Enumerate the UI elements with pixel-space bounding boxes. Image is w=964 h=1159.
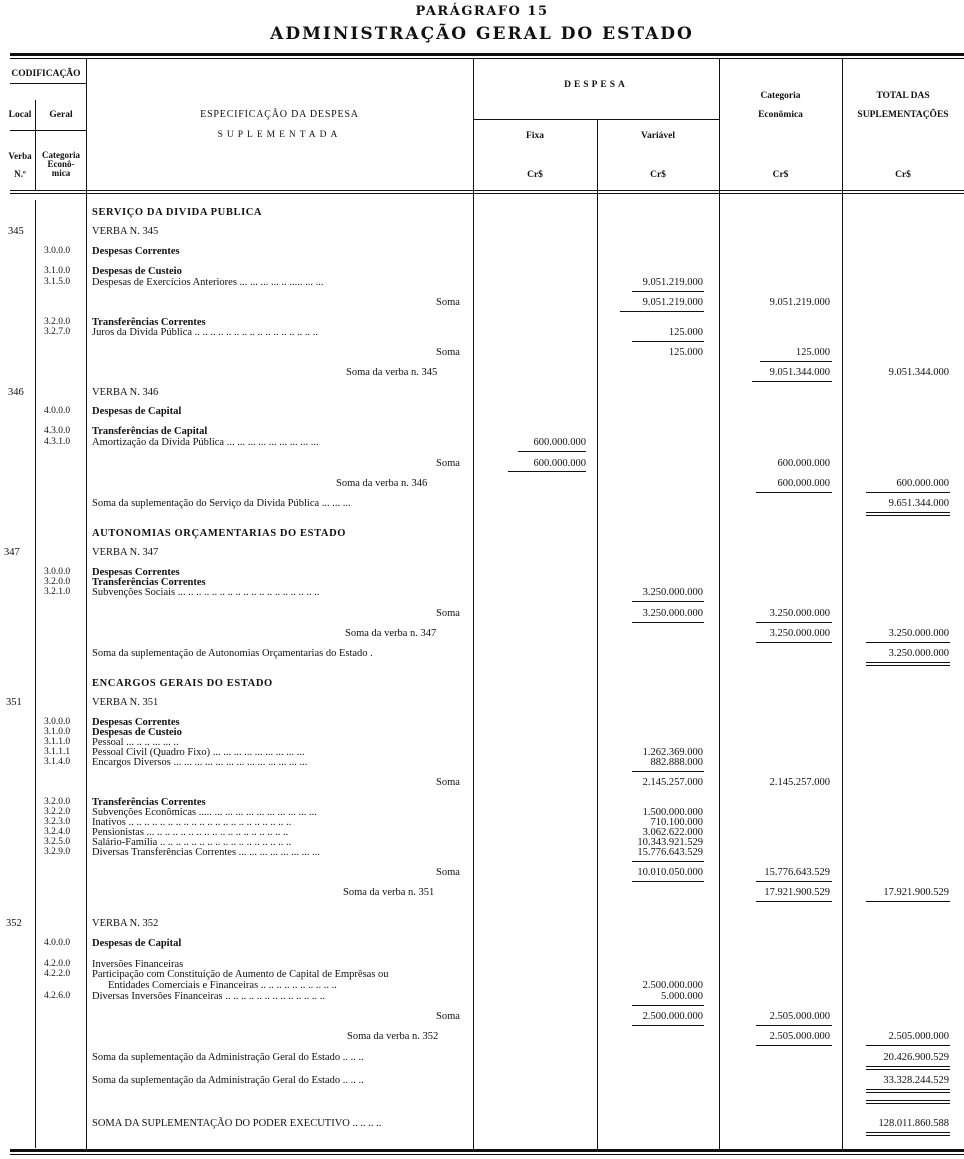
sum-rule bbox=[632, 1005, 704, 1006]
code: 3.0.0.0 bbox=[44, 567, 71, 577]
paragraph-heading: PARÁGRAFO 15 bbox=[415, 4, 549, 19]
value-categoria: 3.250.000.000 bbox=[769, 628, 830, 639]
currency-categoria: Cr$ bbox=[772, 170, 789, 180]
sum-rule bbox=[632, 771, 704, 772]
verba-number: 351 bbox=[6, 697, 22, 708]
sum-rule bbox=[756, 622, 832, 623]
group-label: Transferências Correntes bbox=[92, 577, 206, 588]
cat-line-1: Categoria bbox=[42, 150, 80, 160]
item-label: Pensionistas ... .. .. .. .. .. .. .. .. .. .. .. .. .. .. .. .. .. bbox=[92, 827, 289, 838]
double-rule bbox=[866, 1066, 950, 1070]
group-label: Despesas Correntes bbox=[92, 717, 180, 728]
section-sum-label: Soma da suplementação da Administração Geral do Estado .. .. .. bbox=[92, 1075, 364, 1086]
value-variavel: 710.100.000 bbox=[650, 817, 703, 828]
code: 3.1.0.0 bbox=[44, 727, 71, 737]
value-variavel: 5.000.000 bbox=[661, 991, 703, 1002]
code: 4.2.0.0 bbox=[44, 959, 71, 969]
value-categoria: 2.505.000.000 bbox=[769, 1031, 830, 1042]
value-fixa: 600.000.000 bbox=[533, 437, 586, 448]
section-sum-label: Soma da suplementação de Autonomias Orçamentarias do Estado . bbox=[92, 648, 373, 659]
sum-rule bbox=[632, 881, 704, 882]
value-categoria: 2.145.257.000 bbox=[769, 777, 830, 788]
code: 3.0.0.0 bbox=[44, 246, 71, 256]
code: 3.1.5.0 bbox=[44, 277, 71, 287]
verba-sum-label: Soma da verba n. 352 bbox=[347, 1031, 439, 1042]
section-title-divida: SERVIÇO DA DIVIDA PUBLICA bbox=[92, 207, 263, 218]
code: 3.1.4.0 bbox=[44, 757, 71, 767]
code: 3.2.1.0 bbox=[44, 587, 71, 597]
code: 3.1.1.1 bbox=[44, 747, 71, 757]
value-variavel: 3.250.000.000 bbox=[642, 608, 703, 619]
verba-heading: VERBA N. 347 bbox=[92, 547, 159, 558]
col-header-total: TOTAL DAS bbox=[876, 91, 930, 101]
double-rule bbox=[866, 512, 950, 516]
verba-heading: VERBA N. 351 bbox=[92, 697, 159, 708]
section-sum-label: Soma da suplementação do Serviço da Divida Pública ... ... ... bbox=[92, 498, 351, 509]
sum-rule bbox=[632, 291, 704, 292]
sum-rule bbox=[756, 1045, 832, 1046]
col-line-categoria bbox=[842, 59, 843, 1149]
code: 3.1.1.0 bbox=[44, 737, 71, 747]
currency-total: Cr$ bbox=[895, 170, 911, 180]
code: 4.0.0.0 bbox=[44, 938, 71, 948]
col-header-local: Local bbox=[8, 110, 32, 120]
col-line-geral bbox=[86, 59, 87, 1149]
value-variavel: 3.250.000.000 bbox=[642, 587, 703, 598]
value-variavel: 3.062.622.000 bbox=[642, 827, 703, 838]
value-variavel: 125.000 bbox=[668, 327, 703, 338]
bottom-rule bbox=[10, 1149, 964, 1152]
value-variavel: 9.051.219.000 bbox=[642, 297, 703, 308]
sum-rule bbox=[866, 901, 950, 902]
code: 3.2.0.0 bbox=[44, 577, 71, 587]
value-categoria: 9.051.219.000 bbox=[769, 297, 830, 308]
grand-total-label: SOMA DA SUPLEMENTAÇÃO DO PODER EXECUTIVO .. .. .. .. bbox=[92, 1118, 382, 1129]
value-variavel: 10.343.921.529 bbox=[637, 837, 703, 848]
value-total: 9.651.344.000 bbox=[888, 498, 949, 509]
sum-rule bbox=[756, 901, 832, 902]
sum-rule bbox=[632, 622, 704, 623]
code: 3.2.0.0 bbox=[44, 797, 71, 807]
col-header-suplementacoes: SUPLEMENTAÇÕES bbox=[857, 110, 949, 120]
sum-rule bbox=[756, 492, 832, 493]
cat-line-3: mica bbox=[51, 168, 71, 178]
verba-sum-label: Soma da verba n. 346 bbox=[336, 478, 428, 489]
value-categoria: 15.776.643.529 bbox=[764, 867, 830, 878]
col-header-categoria-economica bbox=[36, 151, 86, 178]
code: 4.2.2.0 bbox=[44, 969, 71, 979]
sum-rule bbox=[508, 471, 586, 472]
value-total: 3.250.000.000 bbox=[888, 628, 949, 639]
code: 3.2.9.0 bbox=[44, 847, 71, 857]
code: 3.2.4.0 bbox=[44, 827, 71, 837]
verba-number: 347 bbox=[4, 547, 20, 558]
sum-rule bbox=[756, 881, 832, 882]
verba-number: 352 bbox=[6, 918, 22, 929]
value-categoria: 9.051.344.000 bbox=[769, 367, 830, 378]
double-rule bbox=[866, 1132, 950, 1136]
code: 3.2.2.0 bbox=[44, 807, 71, 817]
value-categoria: 600.000.000 bbox=[777, 478, 830, 489]
value-variavel: 125.000 bbox=[668, 347, 703, 358]
sum-rule bbox=[632, 1025, 704, 1026]
header-bottom-line bbox=[10, 190, 964, 191]
col-header-geral: Geral bbox=[49, 110, 73, 120]
col-header-variavel: Variável bbox=[641, 131, 675, 141]
geral-underline bbox=[10, 130, 86, 131]
code: 3.0.0.0 bbox=[44, 717, 71, 727]
group-label: Despesas de Custeio bbox=[92, 266, 182, 277]
group-label: Transferências Correntes bbox=[92, 797, 206, 808]
section-title-autonomias: AUTONOMIAS ORÇAMENTARIAS DO ESTADO bbox=[92, 528, 347, 539]
group-label: Despesas de Custeio bbox=[92, 727, 182, 738]
verba-label: Verba bbox=[8, 151, 32, 161]
item-label: Inativos .. .. .. .. .. .. .. .. .. .. .. .. .. .. .. .. .. .. .. .. .. bbox=[92, 817, 292, 828]
item-label: Pessoal ... .. .. ... ... .. bbox=[92, 737, 179, 748]
value-total: 9.051.344.000 bbox=[888, 367, 949, 378]
value-total: 3.250.000.000 bbox=[888, 648, 949, 659]
value-variavel: 1.500.000.000 bbox=[642, 807, 703, 818]
sum-rule bbox=[866, 492, 950, 493]
code: 3.1.0.0 bbox=[44, 266, 71, 276]
value-total: 600.000.000 bbox=[896, 478, 949, 489]
verba-sum-label: Soma da verba n. 345 bbox=[346, 367, 438, 378]
verba-sum-label: Soma da verba n. 351 bbox=[343, 887, 435, 898]
sum-rule bbox=[752, 381, 832, 382]
value-total: 2.505.000.000 bbox=[888, 1031, 949, 1042]
item-label: Despesas de Exercícios Anteriores ... ... ... ... .. ..... ... ... bbox=[92, 277, 324, 288]
item-label: Amortização da Dívida Pública ... ... ... ... ... ... ... ... ... bbox=[92, 437, 319, 448]
value-variavel: 1.262.369.000 bbox=[642, 747, 703, 758]
item-label: Subvenções Econômicas ..... ... ... ... ... ... ... ... ... ... ... bbox=[92, 807, 317, 818]
soma-label: Soma bbox=[436, 347, 460, 358]
grand-total-value: 128.011.860.588 bbox=[878, 1118, 949, 1129]
sum-rule bbox=[632, 341, 704, 342]
value-variavel: 2.500.000.000 bbox=[642, 1011, 703, 1022]
despesa-underline bbox=[473, 119, 719, 120]
verba-number-label: N.º bbox=[14, 169, 26, 179]
sum-rule bbox=[760, 361, 832, 362]
col-line-fixa bbox=[597, 120, 598, 1149]
col-header-economica: Econômica bbox=[758, 110, 803, 120]
soma-label: Soma bbox=[436, 608, 460, 619]
item-label: Diversas Transferências Correntes ... ... ... ... ... ... ... ... bbox=[92, 847, 321, 858]
verba-heading: VERBA N. 352 bbox=[92, 918, 159, 929]
value-total: 20.426.900.529 bbox=[883, 1052, 949, 1063]
sum-rule bbox=[518, 451, 586, 452]
code: 4.3.1.0 bbox=[44, 437, 71, 447]
sum-rule bbox=[632, 601, 704, 602]
item-label: Juros da Divida Pública .. .. .. .. .. .. .. .. .. .. .. .. .. .. .. .. bbox=[92, 327, 319, 338]
value-total: 33.328.244.529 bbox=[883, 1075, 949, 1086]
section-title-encargos: ENCARGOS GERAIS DO ESTADO bbox=[92, 678, 273, 689]
soma-label: Soma bbox=[436, 867, 460, 878]
value-categoria: 17.921.900.529 bbox=[764, 887, 830, 898]
col-header-codificacao: CODIFICAÇÃO bbox=[11, 69, 81, 79]
col-line-espec bbox=[473, 59, 474, 1149]
sum-rule bbox=[756, 1025, 832, 1026]
value-variavel: 2.145.257.000 bbox=[642, 777, 703, 788]
col-header-despesa: DESPESA bbox=[564, 80, 628, 90]
col-header-fixa: Fixa bbox=[526, 131, 544, 141]
double-rule bbox=[866, 662, 950, 666]
code: 3.2.5.0 bbox=[44, 837, 71, 847]
col-header-suplementada: SUPLEMENTADA bbox=[217, 130, 342, 140]
double-rule bbox=[866, 1100, 950, 1104]
group-label: Transferências Correntes bbox=[92, 317, 206, 328]
group-label: Despesas de Capital bbox=[92, 938, 182, 949]
bottom-rule-thin bbox=[10, 1154, 964, 1155]
codif-underline bbox=[10, 83, 86, 84]
page-title: ADMINISTRAÇÃO GERAL DO ESTADO bbox=[270, 24, 694, 44]
sum-rule bbox=[756, 642, 832, 643]
col-header-verba bbox=[4, 151, 36, 179]
sum-rule bbox=[866, 642, 950, 643]
value-categoria: 600.000.000 bbox=[777, 458, 830, 469]
item-label: Participação com Constituição de Aumento de Capital de Emprêsas ou bbox=[92, 969, 389, 980]
sum-rule bbox=[866, 1045, 950, 1046]
value-categoria: 3.250.000.000 bbox=[769, 608, 830, 619]
group-label: Transferências de Capital bbox=[92, 426, 208, 437]
soma-label: Soma bbox=[436, 777, 460, 788]
col-line-variavel bbox=[719, 59, 720, 1149]
value-categoria: 125.000 bbox=[795, 347, 830, 358]
code: 3.2.3.0 bbox=[44, 817, 71, 827]
verba-number: 345 bbox=[8, 226, 24, 237]
item-label: Entidades Comerciais e Financeiras .. .. .. .. .. .. .. .. .. .. bbox=[108, 980, 337, 991]
item-label: Subvenções Sociais ... .. .. .. .. .. .. .. .. .. .. .. .. .. .. .. .. .. bbox=[92, 587, 320, 598]
soma-label: Soma bbox=[436, 458, 460, 469]
value-variavel: 882.888.000 bbox=[650, 757, 703, 768]
code: 4.0.0.0 bbox=[44, 406, 71, 416]
code: 3.2.0.0 bbox=[44, 317, 71, 327]
item-label: Diversas Inversões Financeiras .. .. .. .. .. .. .. .. .. .. .. .. .. bbox=[92, 991, 325, 1002]
value-variavel: 9.051.219.000 bbox=[642, 277, 703, 288]
top-rule-thin bbox=[10, 58, 964, 59]
group-label: Despesas de Capital bbox=[92, 406, 182, 417]
code: 3.2.7.0 bbox=[44, 327, 71, 337]
value-variavel: 15.776.643.529 bbox=[637, 847, 703, 858]
soma-label: Soma bbox=[436, 297, 460, 308]
double-rule bbox=[866, 1089, 950, 1093]
soma-label: Soma bbox=[436, 1011, 460, 1022]
verba-sum-label: Soma da verba n. 347 bbox=[345, 628, 437, 639]
group-label: Despesas Correntes bbox=[92, 567, 180, 578]
item-label: Encargos Diversos ... ... ... ... ... ... ... ... ... ... ... ... ... bbox=[92, 757, 308, 768]
item-label: Salário-Família .. .. .. .. .. .. .. .. .. .. .. .. .. .. .. .. .. bbox=[92, 837, 292, 848]
section-sum-label: Soma da suplementação da Administração Geral do Estado .. .. .. bbox=[92, 1052, 364, 1063]
value-fixa: 600.000.000 bbox=[533, 458, 586, 469]
verba-heading: VERBA N. 345 bbox=[92, 226, 159, 237]
currency-variavel: Cr$ bbox=[650, 170, 666, 180]
group-label: Despesas Correntes bbox=[92, 246, 180, 257]
verba-number: 346 bbox=[8, 387, 24, 398]
code: 4.3.0.0 bbox=[44, 426, 71, 436]
sum-rule bbox=[632, 861, 704, 862]
value-variavel: 2.500.000.000 bbox=[642, 980, 703, 991]
currency-fixa: Cr$ bbox=[527, 170, 543, 180]
col-header-categoria: Categoria bbox=[760, 91, 801, 101]
top-rule bbox=[10, 53, 964, 56]
header-bottom-line-2 bbox=[10, 193, 964, 194]
verba-heading: VERBA N. 346 bbox=[92, 387, 159, 398]
item-label: Inversões Financeiras bbox=[92, 959, 184, 970]
cat-line-2: Econô- bbox=[47, 159, 75, 169]
value-variavel: 10.010.050.000 bbox=[637, 867, 703, 878]
value-total: 17.921.900.529 bbox=[883, 887, 949, 898]
col-line-local-body bbox=[35, 200, 36, 1148]
code: 4.2.6.0 bbox=[44, 991, 71, 1001]
value-categoria: 2.505.000.000 bbox=[769, 1011, 830, 1022]
sum-rule bbox=[620, 311, 704, 312]
col-header-especificacao: ESPECIFICAÇÃO DA DESPESA bbox=[200, 109, 359, 120]
item-label: Pessoal Civil (Quadro Fixo) ... ... ... ... ... ... ... ... ... bbox=[92, 747, 305, 758]
